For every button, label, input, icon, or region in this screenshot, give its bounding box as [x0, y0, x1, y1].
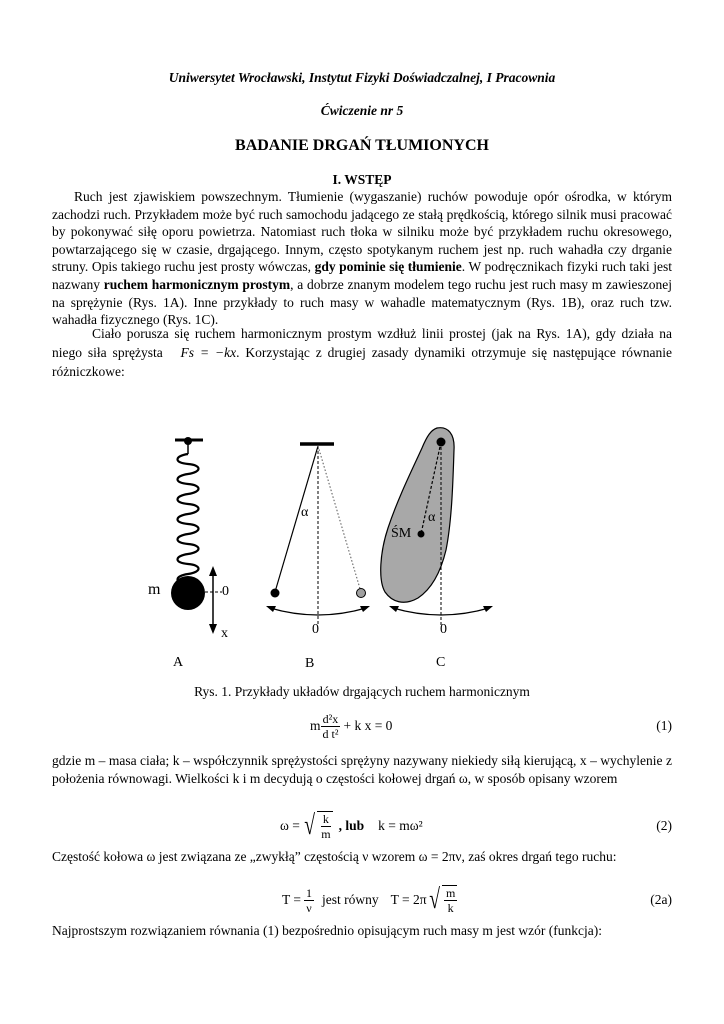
eq2a-lead: T =	[282, 892, 301, 907]
page-title: BADANIE DRGAŃ TŁUMIONYCH	[235, 137, 489, 154]
intro-bold-damping: gdy pominie się tłumienie	[314, 259, 462, 275]
panel-label-c: C	[436, 655, 446, 670]
intro-paragraph-1	[52, 188, 672, 329]
eq2-or: , lub	[338, 818, 365, 833]
label-alpha-c: α	[428, 510, 436, 525]
intro-bold-shm: ruchem harmonicznym prostym	[103, 276, 291, 292]
panel-b-pendulum	[266, 444, 370, 625]
label-zero-c: 0	[440, 622, 447, 637]
eq2a-right-lead: T = 2π	[390, 892, 427, 907]
figure-harmonic-systems	[0, 420, 724, 680]
eq1-lead: m	[310, 718, 321, 733]
intro-paragraph-2	[52, 324, 672, 381]
equation-1	[310, 706, 392, 746]
eq2-numerator: k	[322, 812, 329, 826]
intro-text-3: , a dobrze znanym modelem tego ruchu jest ruch masy m zawieszonej na sprężynie (Rys. 1A). Inne przykłady to ruch masy w wahadle matematycznym (Rys. 1B), oraz ruch tzw. wahadła fizycznego (Rys. 1C).	[52, 276, 672, 328]
label-zero-b: 0	[312, 622, 319, 637]
eq1-numerator: d²x	[322, 711, 339, 726]
eq2-denominator: m	[321, 827, 331, 841]
eq1-rest: + k x = 0	[343, 718, 393, 733]
intro-text-2: . W podręcznikach fizyki ruch taki jest nazwany	[52, 259, 672, 292]
eq1-denominator: d t²	[322, 726, 339, 741]
eq2a-right-numerator: m	[445, 886, 456, 900]
eq2a-right-fraction	[442, 885, 457, 915]
equation-2a	[282, 880, 457, 920]
irregular-body	[381, 428, 454, 603]
eq1-fraction	[321, 712, 341, 741]
institution-header: Uniwersytet Wrocławski, Instytut Fizyki Doświadczalnej, I Pracownia	[168, 70, 556, 85]
section-heading: I. WSTĘP	[332, 172, 392, 187]
eq2a-right-denominator: k	[447, 901, 454, 915]
intro-p2-text-1: Ciało porusza się ruchem harmonicznym prostym wzdłuż linii prostej (jak na Rys. 1A), gdy działa na niego siła sprężysta	[52, 326, 672, 360]
label-alpha-b: α	[301, 505, 309, 520]
intro-p2-formula: Fs = −kx	[180, 345, 237, 360]
eq2a-fraction	[304, 886, 314, 915]
eq2a-number: (2a)	[650, 892, 672, 907]
label-center-of-mass: ŚM	[391, 526, 412, 541]
eq1-number: (1)	[656, 718, 672, 733]
eq2a-denominator: ν	[306, 900, 312, 915]
label-x: x	[221, 626, 228, 641]
eq2-right: k = mω²	[378, 818, 423, 833]
final-line: Najprostszym rozwiązaniem równania (1) bezpośrednio opisującym ruch masy m jest wzór (funkcja):	[52, 923, 602, 938]
eq1-explanation: gdzie m – masa ciała; k – współczynnik sprężystości sprężyny nazywany niekiedy siłą kierującą, x – wychylenie z położenia równowagi. Wielkości k i m decydują o częstości kołowej drgań ω, w sposób opisany wzorem	[52, 753, 672, 786]
eq2a-numerator: 1	[306, 885, 312, 900]
eq2-sqrt: √ $\frac{k}{m}$	[304, 810, 331, 841]
intro-p2-text-2: . Korzystając z drugiej zasady dynamiki otrzymuje się następujące równanie różniczkowe:	[52, 345, 672, 379]
pendulum-bob-left	[271, 589, 280, 598]
pendulum-bob-right	[357, 589, 366, 598]
panel-label-a: A	[173, 655, 184, 670]
eq2-number: (2)	[656, 818, 672, 833]
arrow-down	[209, 624, 217, 634]
spring-coil	[178, 454, 199, 584]
label-zero-a: 0	[222, 584, 229, 599]
exercise-number: Ćwiczenie nr 5	[320, 103, 404, 118]
eq2-lead: ω =	[280, 818, 300, 833]
arrow-up	[209, 566, 217, 576]
eq2a-mid: jest równy	[322, 892, 379, 907]
eq2-explanation: Częstość kołowa ω jest związana ze „zwykłą” częstością ν wzorem ω = 2πν, zaś okres drgań tego ruchu:	[52, 849, 617, 864]
panel-label-b: B	[305, 656, 315, 671]
panel-a-spring	[171, 437, 222, 634]
equation-2	[280, 806, 423, 846]
eq2a-sqrt: √ $\frac{m}{k}$	[428, 884, 456, 915]
label-mass: m	[148, 581, 161, 598]
eq2-fraction	[317, 811, 332, 841]
figure-caption: Rys. 1. Przykłady układów drgających ruchem harmonicznym	[194, 684, 530, 699]
mass-ball	[171, 576, 205, 610]
intro-text-1: Ruch jest zjawiskiem powszechnym. Tłumienie (wygaszanie) ruchów powoduje opór ośrodka, w którym zachodzi ruch. Przykładem może być ruch samochodu jadącego ze stałą prędkością, którego silnik musi pracować by pokonywać siłę oporu powietrza. Natomiast ruch tłoka w silniku może być przykładem ruchu okresowego, powtarzającego się w czasie, drgającego. Innym, często spotykanym ruchem jest np. ruch wahadła czy drganie struny. Opis takiego ruchu jest prosty wówczas,	[52, 189, 672, 275]
